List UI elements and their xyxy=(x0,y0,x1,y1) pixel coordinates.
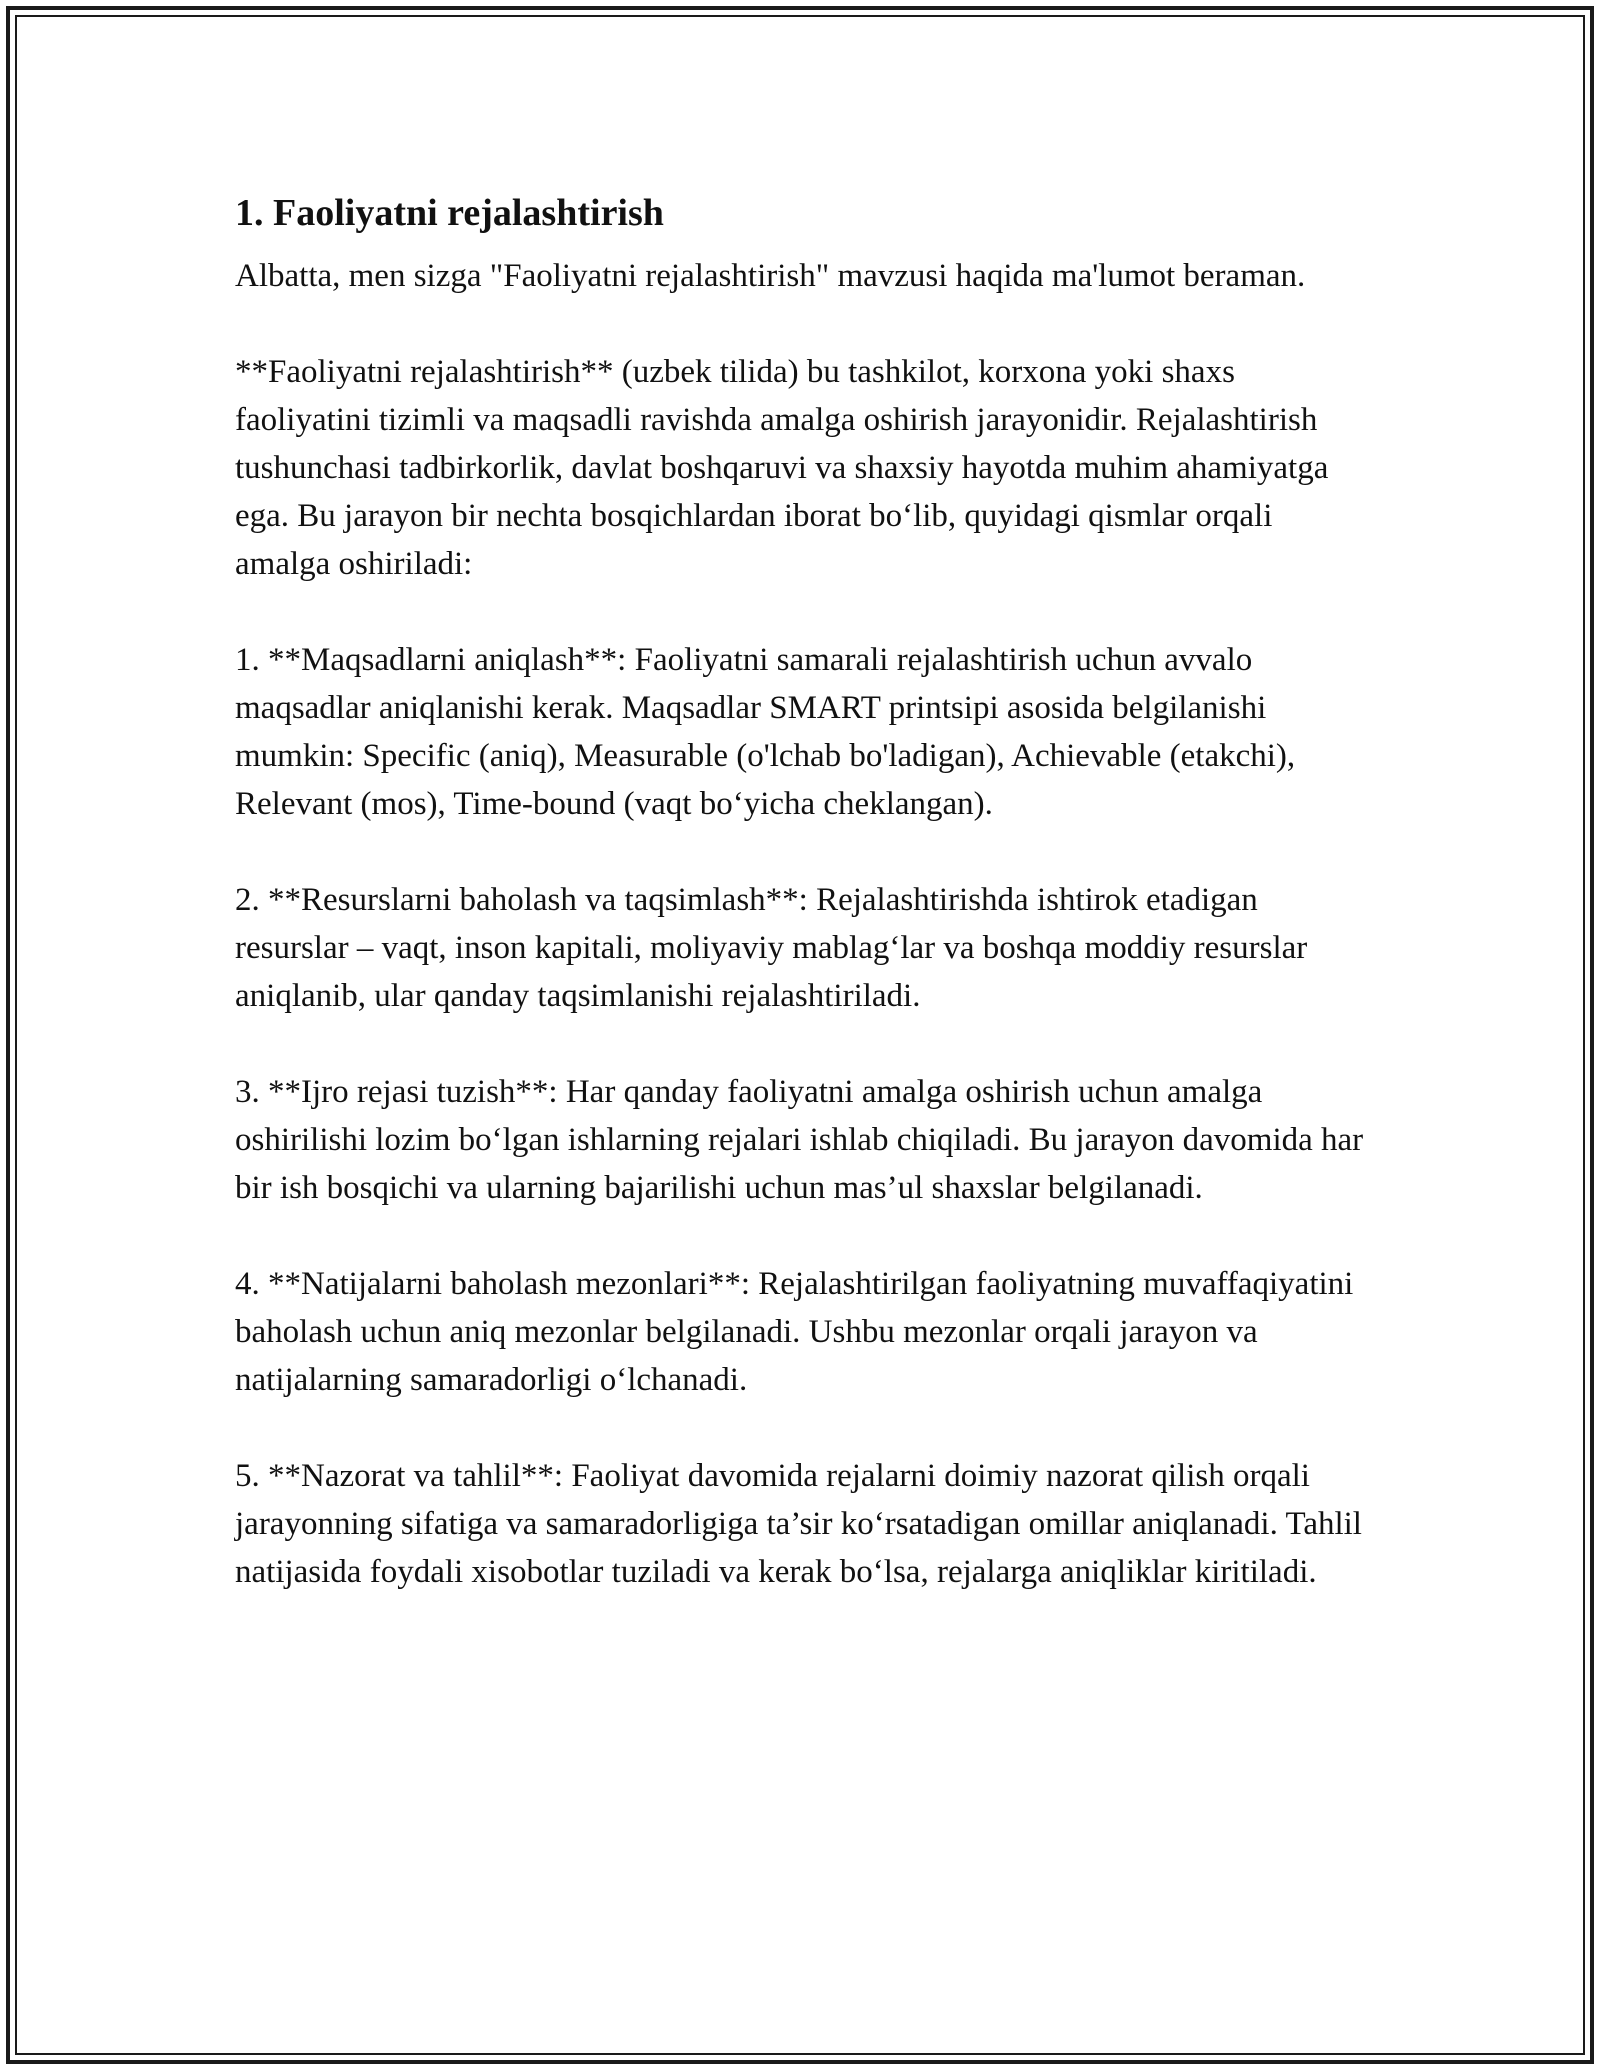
list-item-control-analysis: 5. **Nazorat va tahlil**: Faoliyat davomida rejalarni doimiy nazorat qilish orqali jarayonning sifatiga va samaradorligiga ta’sir ko‘rsatadigan omillar aniqlanadi. Tahlil natijasida foydali xisobotlar tuziladi va kerak bo‘lsa, rejalarga aniqliklar kiritiladi. xyxy=(235,1458,1362,1590)
document-title: 1. Faoliyatni rejalashtirish xyxy=(235,192,664,234)
list-item-resources: 2. **Resurslarni baholash va taqsimlash**: Rejalashtirishda ishtirok etadigan resurslar – vaqt, inson kapitali, moliyaviy mablag‘lar va boshqa moddiy resurslar aniqlanib, ular qanday taqsimlanishi rejalashtiriladi. xyxy=(235,882,1308,1014)
list-item-goals: 1. **Maqsadlarni aniqlash**: Faoliyatni samarali rejalashtirish uchun avvalo maqsadlar aniqlanishi kerak. Maqsadlar SMART printsipi asosida belgilanishi mumkin: Specific (aniq), Measurable (o'lchab bo'ladigan), Achievable (etakchi), Relevant (mos), Time-bound (vaqt bo‘yicha cheklangan). xyxy=(235,642,1296,822)
list-item-execution-plan: 3. **Ijro rejasi tuzish**: Har qanday faoliyatni amalga oshirish uchun amalga oshirilishi lozim bo‘lgan ishlarning rejalari ishlab chiqiladi. Bu jarayon davomida har bir ish bosqichi va ularning bajarilishi uchun mas’ul shaxslar belgilanadi. xyxy=(235,1074,1364,1206)
list-item-evaluation-criteria: 4. **Natijalarni baholash mezonlari**: Rejalashtirilgan faoliyatning muvaffaqiyatini baholash uchun aniq mezonlar belgilanadi. Ushbu mezonlar orqali jarayon va natijalarning samaradorligi o‘lchanadi. xyxy=(235,1266,1354,1398)
intro-paragraph: Albatta, men sizga "Faoliyatni rejalashtirish" mavzusi haqida ma'lumot beraman. xyxy=(235,258,1306,294)
document-body xyxy=(235,186,1375,1596)
definition-paragraph: **Faoliyatni rejalashtirish** (uzbek tilida) bu tashkilot, korxona yoki shaxs faoliyatini tizimli va maqsadli ravishda amalga oshirish jarayonidir. Rejalashtirish tushunchasi tadbirkorlik, davlat boshqaruvi va shaxsiy hayotda muhim ahamiyatga ega. Bu jarayon bir nechta bosqichlardan iborat bo‘lib, quyidagi qismlar orqali amalga oshiriladi: xyxy=(235,354,1329,582)
